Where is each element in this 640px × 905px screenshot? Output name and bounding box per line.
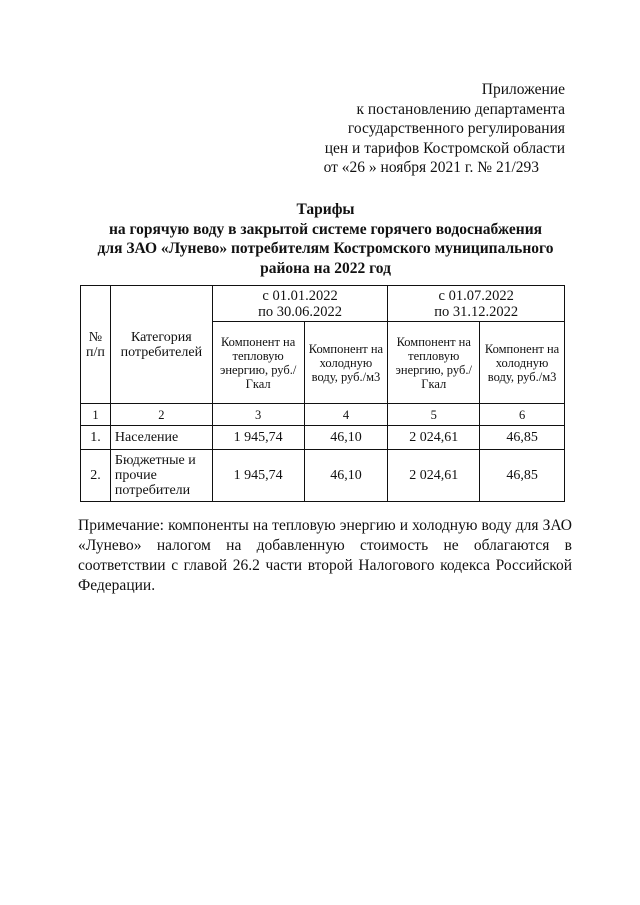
subheader-water-2: Компонент на холодную воду, руб./м3 — [480, 322, 565, 404]
column-number: 3 — [212, 404, 304, 426]
period-1-to: по 30.06.2022 — [258, 303, 342, 320]
header-period-2 — [388, 286, 565, 322]
column-number: 2 — [110, 404, 212, 426]
row-value: 2 024,61 — [388, 450, 480, 502]
title-line: района на 2022 год — [260, 259, 391, 277]
row-value: 1 945,74 — [212, 426, 304, 450]
period-2-from: с 01.07.2022 — [438, 287, 514, 304]
appendix-date-line: от «26 » ноября 2021 г. № 21/293 — [323, 159, 539, 176]
tariff-table — [80, 285, 565, 502]
header-category: Категория потребителей — [110, 286, 212, 404]
appendix-line: государственного регулирования — [347, 120, 565, 137]
period-1-from: с 01.01.2022 — [262, 287, 338, 304]
title-line: Тарифы — [296, 201, 355, 218]
column-number: 1 — [81, 404, 111, 426]
period-2-to: по 31.12.2022 — [434, 303, 519, 320]
title-line: для ЗАО «Лунево» потребителям Костромского муниципального — [97, 240, 554, 257]
row-category: Бюджетные и прочие потребители — [110, 450, 212, 502]
header-number: № п/п — [81, 286, 111, 404]
column-number: 5 — [388, 404, 480, 426]
row-value: 46,10 — [304, 450, 388, 502]
row-value: 46,10 — [304, 426, 388, 450]
subheader-heat-2: Компонент на тепловую энергию, руб./Гкал — [388, 322, 480, 404]
row-value: 2 024,61 — [388, 426, 480, 450]
appendix-line: Приложение — [481, 81, 565, 98]
row-value: 46,85 — [480, 450, 565, 502]
column-number: 6 — [480, 404, 565, 426]
row-value: 1 945,74 — [212, 450, 304, 502]
appendix-line: к постановлению департамента — [356, 100, 565, 118]
table-row — [81, 426, 565, 450]
column-number-row — [81, 404, 565, 426]
appendix-line: цен и тарифов Костромской области — [324, 139, 565, 157]
column-number: 4 — [304, 404, 388, 426]
table-header-row — [81, 286, 565, 322]
row-number: 1. — [81, 426, 111, 450]
subheader-heat-1: Компонент на тепловую энергию, руб./Гкал — [212, 322, 304, 404]
row-number: 2. — [81, 450, 111, 502]
document-title — [78, 200, 573, 278]
footnote: Примечание: компоненты на тепловую энергию и холодную воду для ЗАО «Лунево» налогом на добавленную стоимость не облагаются в соответствии с главой 26.2 части второй Налогового кодекса Российской Федерации. — [78, 517, 572, 594]
title-line: на горячую воду в закрытой системе горячего водоснабжения — [108, 220, 543, 238]
row-category: Население — [110, 426, 212, 450]
table-row — [81, 450, 565, 502]
row-value: 46,85 — [480, 426, 565, 450]
subheader-water-1: Компонент на холодную воду, руб./м3 — [304, 322, 388, 404]
appendix-header — [235, 80, 565, 178]
header-period-1 — [212, 286, 388, 322]
